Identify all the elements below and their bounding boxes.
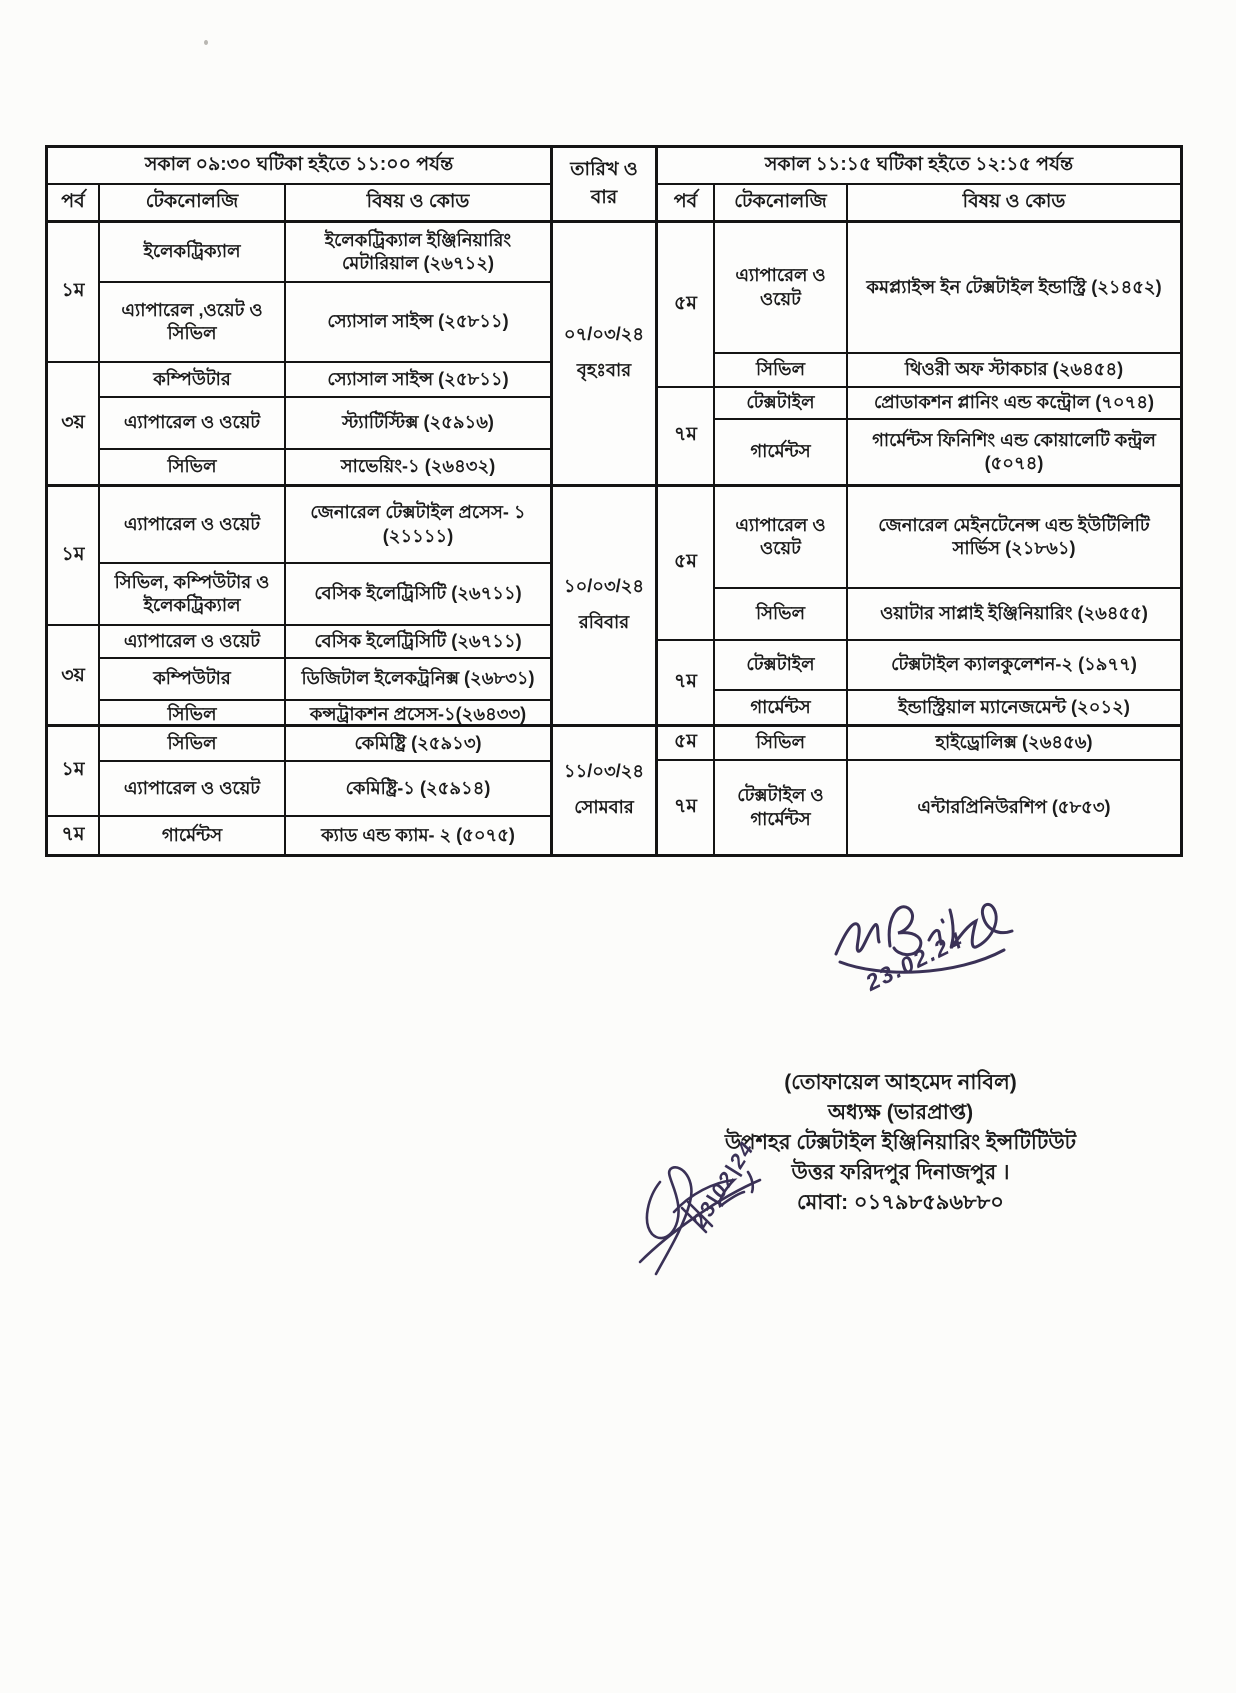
tech-cell: সিভিল	[715, 589, 848, 639]
schedule-block-day2	[48, 484, 1180, 724]
part-cell: ৭ম	[658, 388, 715, 484]
subject-cell: সাভেয়িং-১ (২৬৪৩২)	[340, 456, 496, 477]
date-cell	[553, 223, 658, 484]
stamp-date: 23|02|24	[688, 1137, 760, 1233]
session2-column-headers	[658, 185, 1180, 220]
schedule-block-day3	[48, 724, 1180, 854]
table-row	[100, 727, 550, 762]
date-cell	[553, 727, 658, 854]
table-row	[100, 564, 550, 624]
part-cell: ৫ম	[658, 487, 715, 639]
subject-cell: এন্টারপ্রিনিউরশিপ (৫৮৫৩)	[917, 796, 1111, 817]
session1-time-label: সকাল ০৯:৩০ ঘটিকা হইতে ১১:০০ পর্যন্ত	[48, 148, 550, 185]
part-group	[48, 223, 550, 363]
subject-cell: বেসিক ইলেট্রিসিটি (২৬৭১১)	[314, 583, 522, 604]
table-row	[100, 283, 550, 361]
header-late-session	[658, 148, 1180, 220]
day-value: বৃহঃবার	[576, 360, 632, 380]
signatory-designation: অধ্যক্ষ (ভারপ্রাপ্ত)	[827, 1101, 974, 1124]
institute-address: উত্তর ফরিদপুর দিনাজপুর ।	[791, 1161, 1010, 1184]
subject-cell: থিওরী অফ স্টাকচার (২৬৪৫৪)	[904, 359, 1124, 380]
tech-cell: গার্মেন্টস	[715, 691, 848, 724]
table-row	[100, 701, 550, 728]
tech-cell: টেক্সটাইল	[715, 641, 848, 689]
part-group	[658, 641, 1180, 724]
part-cell: ৭ম	[658, 641, 715, 724]
tech-cell: এ্যাপারেল ও ওয়েট	[715, 487, 848, 587]
tech-cell: এ্যাপারেল ,ওয়েট ও সিভিল	[100, 283, 286, 361]
part-cell: ১ম	[48, 223, 100, 361]
table-row	[715, 727, 1180, 759]
subject-cell: কমপ্ল্যাইন্স ইন টেক্সটাইল ইন্ডাস্ট্রি (২১৪৫২)	[866, 276, 1162, 297]
tech-cell: সিভিল	[100, 450, 286, 484]
col-header-part: পর্ব	[658, 185, 715, 220]
part-cell: ৫ম	[658, 223, 715, 386]
subject-cell: স্যোসাল সাইন্স (২৫৮১১)	[327, 311, 509, 332]
part-cell: ৭ম	[48, 817, 100, 854]
part-group	[48, 626, 550, 728]
tech-cell: টেক্সটাইল	[715, 388, 848, 418]
tech-cell: কম্পিউটার	[100, 363, 286, 396]
col-header-technology: টেকনোলজি	[715, 185, 848, 220]
tech-cell: ইলেকট্রিক্যাল	[100, 223, 286, 281]
part-group	[658, 487, 1180, 641]
part-group	[658, 223, 1180, 388]
day3-late-exams	[658, 727, 1180, 854]
day1-morning-exams	[48, 223, 553, 484]
table-row	[715, 420, 1180, 484]
table-row	[100, 487, 550, 564]
part-group	[48, 727, 550, 817]
subject-cell: স্ট্যাটিস্টিক্স (২৫৯১৬)	[342, 412, 494, 433]
institute-name: উপশহর টেক্সটাইল ইঞ্জিনিয়ারিং ইন্সটিটিউট	[724, 1131, 1077, 1154]
part-group	[658, 761, 1180, 854]
tech-cell: গার্মেন্টস	[715, 420, 848, 484]
subject-cell: ডিজিটাল ইলেকট্রনিক্স (২৬৮৩১)	[301, 668, 535, 689]
header-morning-session	[48, 148, 553, 220]
tech-cell: এ্যাপারেল ও ওয়েট	[715, 223, 848, 352]
table-row	[100, 626, 550, 659]
subject-cell: কন্সট্রাকশন প্রসেস-১(২৬৪৩৩)	[309, 704, 527, 724]
table-row	[100, 398, 550, 450]
subject-cell: হাইড্রোলিক্স (২৬৪৫৬)	[935, 732, 1093, 753]
subject-cell: গার্মেন্টস ফিনিশিং এন্ড কোয়ালেটি কন্ট্রল (৫০৭৪)	[872, 429, 1156, 473]
part-cell: ৭ম	[658, 761, 715, 854]
col-header-date-day: তারিখ ও বার	[553, 148, 658, 220]
subject-cell: জেনারেল টেক্সটাইল প্রসেস- ১ (২১১১১)	[310, 502, 526, 546]
table-row	[715, 589, 1180, 639]
tech-cell: এ্যাপারেল ও ওয়েট	[100, 626, 286, 657]
session1-column-headers	[48, 185, 550, 220]
subject-cell: ইলেকট্রিক্যাল ইঞ্জিনিয়ারিং মেটারিয়াল (২৬৭১২)	[324, 229, 512, 273]
table-row	[100, 363, 550, 398]
date-value: ১০/০৩/২৪	[563, 576, 645, 596]
part-group	[48, 487, 550, 626]
col-header-part: পর্ব	[48, 185, 100, 220]
exam-schedule-table	[45, 145, 1183, 857]
day2-morning-exams	[48, 487, 553, 724]
table-row	[100, 817, 550, 854]
part-group	[658, 388, 1180, 484]
subject-cell: প্রোডাকশন প্লানিং এন্ড কন্ট্রোল (৭০৭৪)	[874, 392, 1154, 413]
table-row	[715, 641, 1180, 691]
signature-date: 23.02.24	[861, 926, 968, 996]
table-row	[715, 388, 1180, 420]
subject-cell: কেমিষ্ট্রি-১ (২৫৯১৪)	[345, 777, 491, 798]
table-row	[100, 450, 550, 484]
day2-late-exams	[658, 487, 1180, 724]
day1-late-exams	[658, 223, 1180, 484]
part-group	[48, 817, 550, 854]
tech-cell: সিভিল	[715, 727, 848, 759]
tech-cell: এ্যাপারেল ও ওয়েট	[100, 762, 286, 815]
day-value: রবিবার	[578, 612, 630, 632]
scan-speck	[204, 40, 208, 45]
subject-cell: কেমিষ্ট্রি (২৫৯১৩)	[354, 732, 482, 753]
tech-cell: এ্যাপারেল ও ওয়েট	[100, 487, 286, 562]
subject-cell: বেসিক ইলেট্রিসিটি (২৬৭১১)	[314, 630, 522, 651]
subject-cell: ইন্ডাস্ট্রিয়াল ম্যানেজমেন্ট (২০১২)	[898, 696, 1130, 717]
part-cell: ১ম	[48, 727, 100, 815]
tech-cell: এ্যাপারেল ও ওয়েট	[100, 398, 286, 448]
table-row	[100, 223, 550, 283]
table-row	[715, 487, 1180, 589]
subject-cell: স্যোসাল সাইন্স (২৫৮১১)	[327, 368, 509, 389]
date-cell	[553, 487, 658, 724]
table-row	[715, 223, 1180, 354]
part-cell: ৩য়	[48, 363, 100, 484]
col-header-technology: টেকনোলজি	[100, 185, 286, 220]
date-value: ০৭/০৩/২৪	[563, 324, 645, 344]
tech-cell: টেক্সটাইল ও গার্মেন্টস	[715, 761, 848, 854]
table-row	[715, 761, 1180, 854]
tech-cell: সিভিল	[100, 701, 286, 728]
day3-morning-exams	[48, 727, 553, 854]
part-cell: ১ম	[48, 487, 100, 624]
part-group	[658, 727, 1180, 761]
tech-cell: সিভিল	[100, 727, 286, 760]
session2-time-label: সকাল ১১:১৫ ঘটিকা হইতে ১২:১৫ পর্যন্ত	[658, 148, 1180, 185]
day-value: সোমবার	[574, 797, 634, 817]
table-row	[100, 762, 550, 815]
subject-cell: জেনারেল মেইনটেনেন্স এন্ড ইউটিলিটি সার্ভিস (২১৮৬১)	[878, 514, 1150, 558]
subject-cell: টেক্সটাইল ক্যালকুলেশন-২ (১৯৭৭)	[891, 654, 1137, 675]
tech-cell: সিভিল, কম্পিউটার ও ইলেকট্রিক্যাল	[100, 564, 286, 624]
tech-cell: কম্পিউটার	[100, 659, 286, 699]
table-header	[48, 148, 1180, 223]
col-header-subject-code: বিষয় ও কোড	[962, 190, 1066, 212]
mobile-number: মোবা: ০১৭৯৮৫৯৬৮৮০	[797, 1191, 1004, 1214]
col-header-subject-code: বিষয় ও কোড	[366, 190, 470, 212]
table-row	[715, 691, 1180, 724]
date-value: ১১/০৩/২৪	[563, 761, 645, 781]
table-row	[715, 354, 1180, 386]
part-cell: ৫ম	[658, 727, 715, 759]
schedule-block-day1	[48, 223, 1180, 484]
part-cell: ৩য়	[48, 626, 100, 728]
subject-cell: ওয়াটার সাপ্লাই ইঞ্জিনিয়ারিং (২৬৪৫৫)	[880, 603, 1148, 624]
subject-cell: ক্যাড এন্ড ক্যাম- ২ (৫০৭৫)	[321, 824, 515, 845]
signatory-name: (তোফায়েল আহমেদ নাবিল)	[784, 1071, 1017, 1094]
tech-cell: গার্মেন্টস	[100, 817, 286, 854]
signature-block	[648, 890, 1153, 1310]
tech-cell: সিভিল	[715, 354, 848, 386]
table-row	[100, 659, 550, 701]
part-group	[48, 363, 550, 484]
